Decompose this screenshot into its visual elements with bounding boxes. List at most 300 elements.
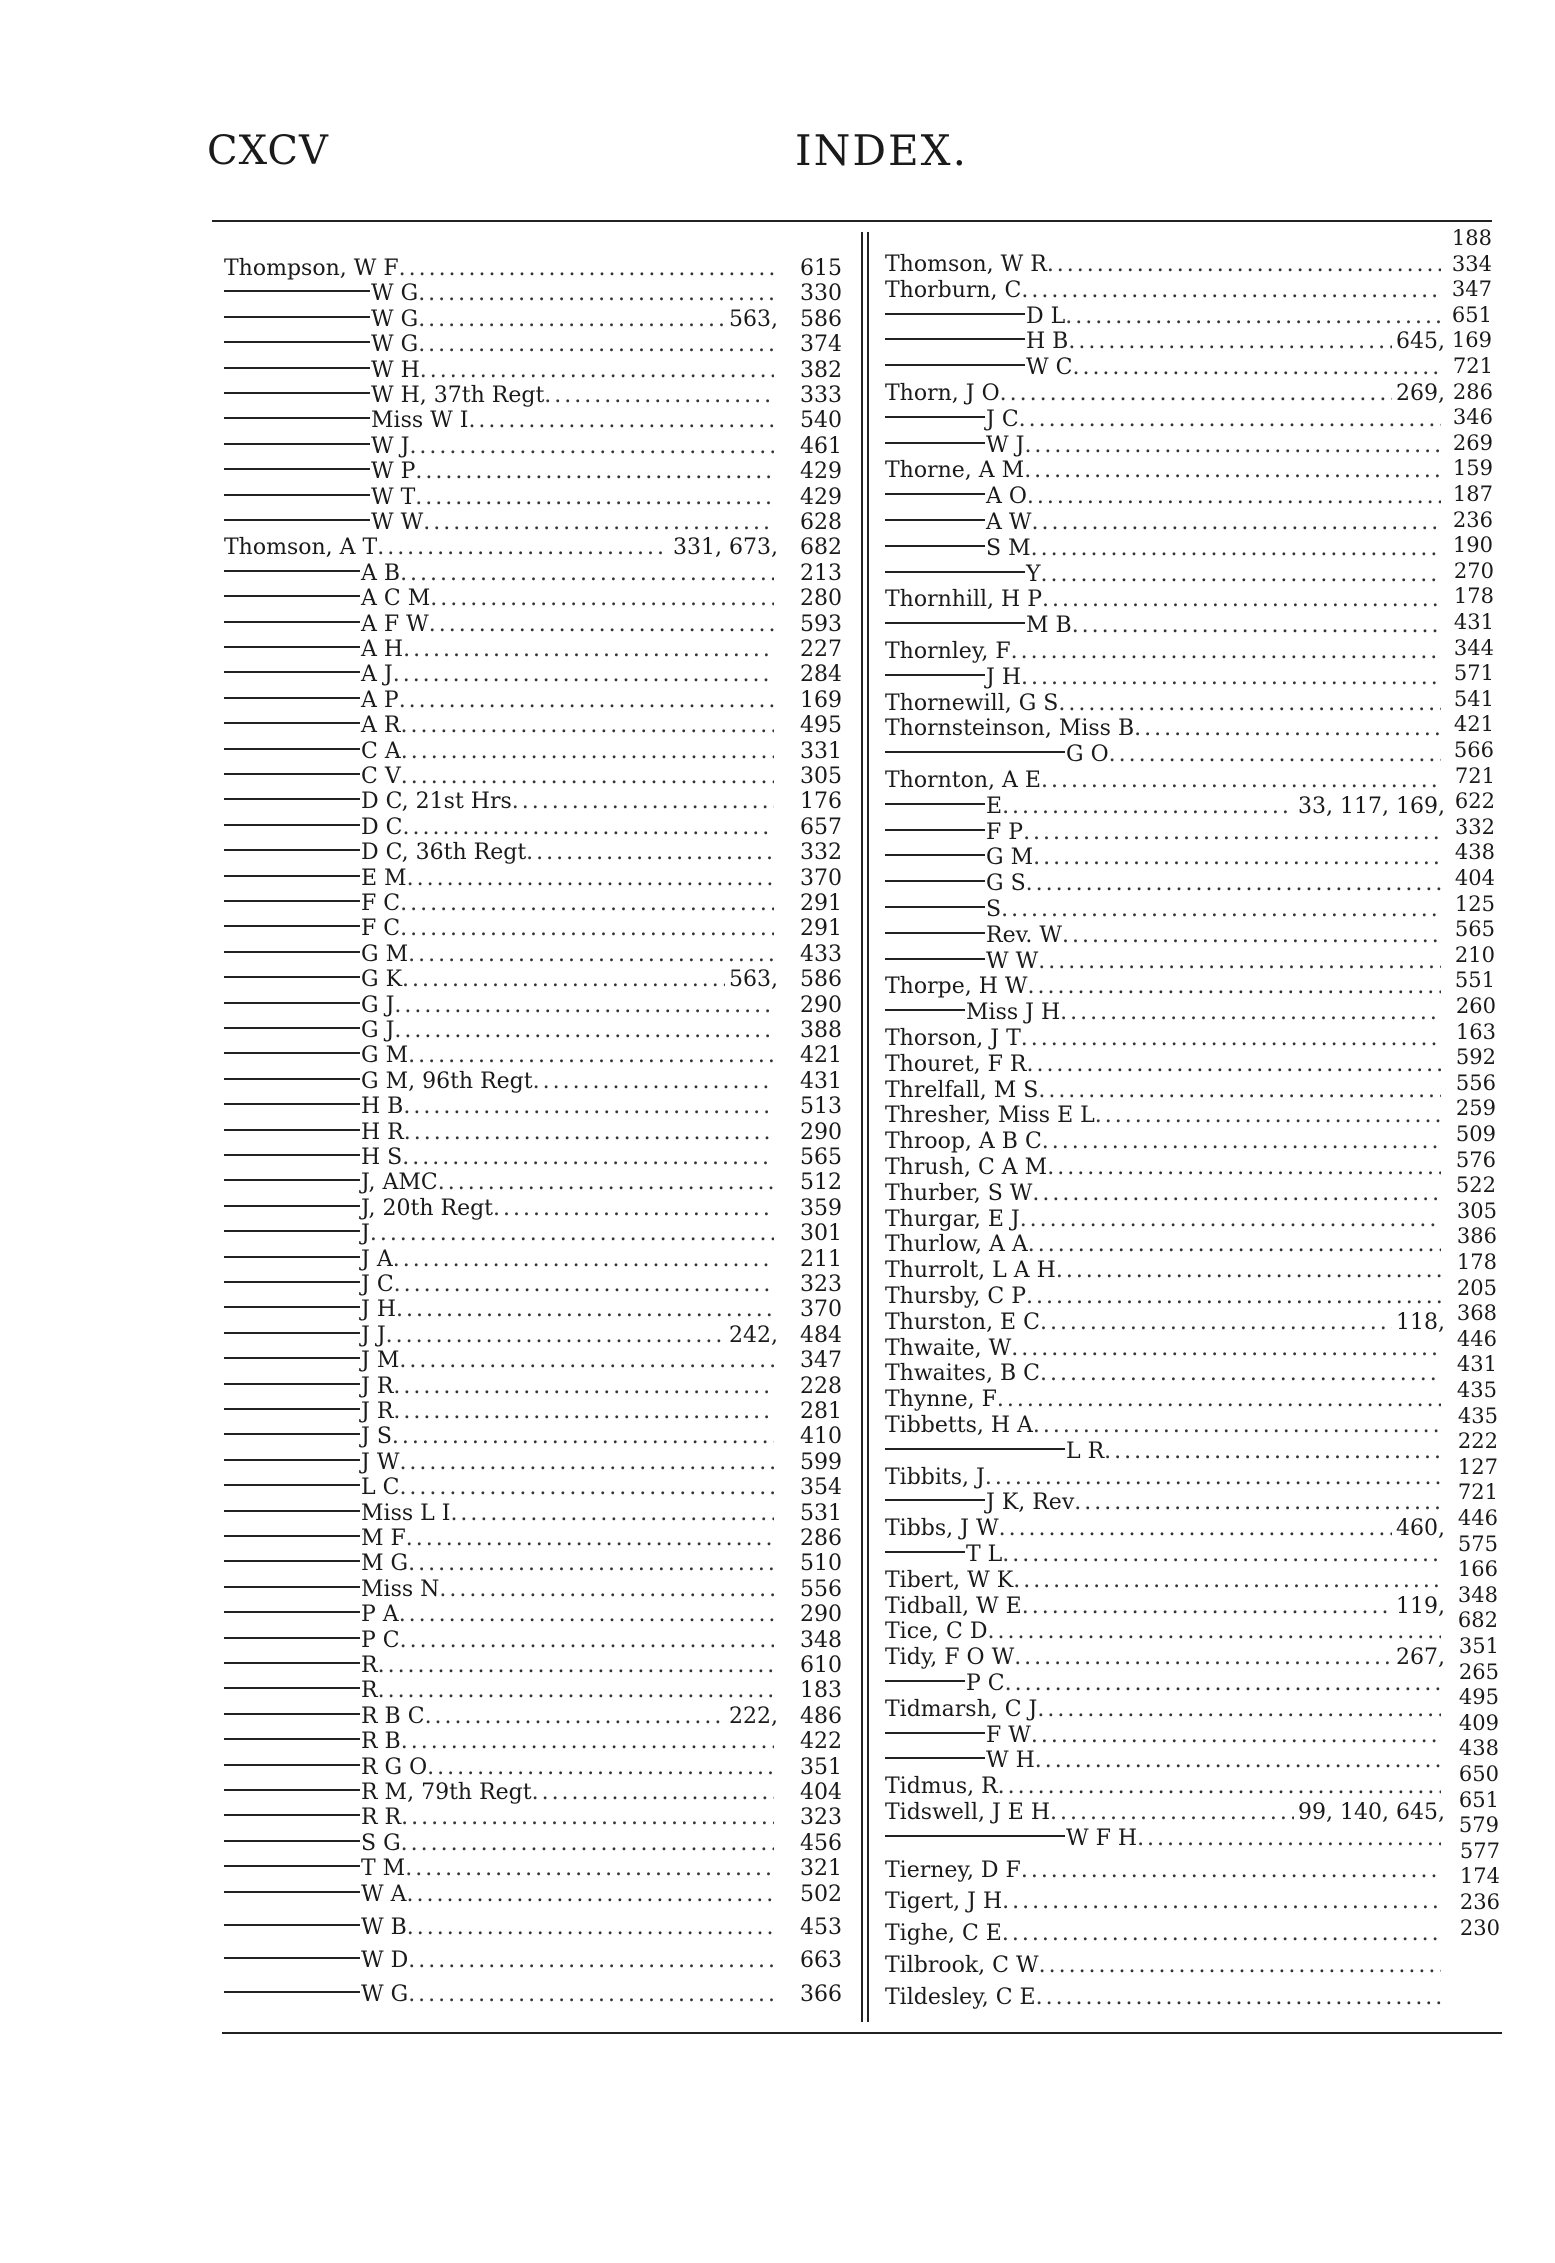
page-ref: 435 [1456,1378,1497,1402]
leader-dots [405,1856,774,1882]
index-entry [885,974,1445,1000]
page-ref: 227 [800,637,842,662]
entry-name: A O [986,484,1027,510]
extra-page-numbers: 119, [1396,1593,1445,1619]
leader-dots [1058,691,1441,717]
ditto-dash [224,494,370,496]
index-entry [224,1043,842,1069]
index-entry [224,891,842,917]
leader-dots [418,307,725,333]
page-ref: 651 [1458,1787,1499,1812]
entry-name: Thomson, W R [885,252,1047,277]
page-ref: 721 [1452,354,1493,378]
leader-dots [415,485,774,511]
entry-name: J, AMC [361,1170,438,1196]
entry-name: Thornewill, G S [885,690,1059,716]
leader-dots [409,434,774,460]
page-ref: 205 [1456,1275,1497,1300]
index-entry [224,1399,842,1425]
extra-page-numbers: 563, [729,306,778,332]
index-entry [224,993,842,1019]
page-ref: 576 [1455,1147,1496,1172]
entry-name: W G [371,306,419,332]
ditto-dash [885,880,985,882]
index-entry [885,1181,1445,1207]
entry-name: J H [361,1297,396,1323]
index-entry [224,1704,842,1730]
index-entry [224,739,842,765]
leader-dots [988,1619,1441,1645]
leader-dots [377,535,669,561]
leader-dots [402,967,725,993]
ditto-dash [885,829,985,831]
index-entry [224,1501,842,1527]
page-ref: 354 [800,1475,842,1501]
leader-dots [1042,1129,1441,1155]
entry-name: Thwaites, B C [885,1361,1040,1387]
entry-name: Thouret, F R [885,1051,1027,1077]
leader-dots [1137,1826,1441,1852]
ditto-dash [224,671,360,673]
leader-dots [493,1196,774,1222]
leader-dots [396,1297,774,1323]
leader-dots [438,1170,774,1196]
entry-name: T M [361,1856,406,1882]
page-ref: 169 [1451,328,1492,353]
leader-dots [999,1516,1392,1542]
page-ref: 556 [1455,1070,1496,1095]
page-ref: 650 [1458,1762,1499,1786]
extra-page-numbers: 118, [1396,1309,1445,1335]
entry-name: H R [361,1119,404,1145]
entry-name: Tidswell, J E H [885,1800,1051,1825]
entry-name: J, 20th Regt [361,1195,494,1221]
leader-dots [1013,1568,1441,1594]
index-entry [224,459,842,485]
ditto-dash [224,1408,360,1410]
leader-dots [1002,794,1294,820]
column-divider [861,232,863,2022]
page-ref: 236 [1459,1890,1500,1914]
entry-name: J K, Rev [986,1490,1075,1516]
ditto-dash [224,1535,360,1537]
leader-dots [1027,484,1441,510]
index-entry [885,1921,1445,1947]
entry-name: W H [371,357,420,383]
entry-name: J J [361,1322,386,1348]
ditto-dash [224,1002,360,1004]
index-entry [224,1424,842,1450]
leader-dots [393,662,774,688]
index-entry [885,1826,1445,1852]
index-entry [885,871,1445,897]
entry-name: Thornley, F [885,639,1011,664]
entry-name: W F H [1066,1825,1138,1851]
leader-dots [1019,407,1441,433]
index-entry [885,536,1445,562]
leader-dots [401,739,774,765]
index-entry [224,332,842,358]
leader-dots [1039,1953,1441,1979]
leader-dots [394,993,774,1019]
index-entry [885,381,1445,407]
leader-dots [408,942,774,968]
page-ref: 290 [800,1119,842,1145]
page-ref: 421 [800,1043,842,1069]
index-entry [885,1697,1445,1723]
index-entry [885,329,1445,355]
ditto-dash [885,932,985,934]
entry-name: Tibert, W K [885,1567,1014,1593]
page-ref: 541 [1453,686,1494,711]
ditto-dash [885,622,1025,624]
ditto-dash [224,722,360,724]
page-ref: 125 [1454,891,1495,916]
leader-dots [1026,1284,1441,1310]
leader-dots [512,789,774,815]
leader-dots [1036,1985,1441,2011]
ditto-dash [224,392,370,394]
leader-dots [406,1526,774,1552]
header-rule [212,220,1492,222]
ditto-dash [885,545,985,547]
page-ref: 368 [1456,1301,1497,1326]
index-entry [885,1000,1445,1026]
ditto-dash [224,1560,360,1562]
page-ref: 615 [800,256,842,281]
entry-name: A H [361,637,404,662]
leader-dots [401,1831,774,1857]
page-ref: 348 [800,1627,842,1653]
entry-name: Miss N [361,1576,440,1602]
index-entry [224,942,842,968]
leader-dots [430,586,774,612]
leader-dots [402,1145,774,1171]
index-entry [885,923,1445,949]
extra-page-numbers: 222, [729,1703,778,1729]
ditto-dash [224,697,360,699]
page-ref: 344 [1453,635,1494,660]
index-entry [224,561,842,587]
page-ref: 404 [1454,866,1495,890]
ditto-dash [224,951,360,953]
index-entry [224,408,842,434]
leader-dots [425,1704,725,1730]
index-entry [885,1889,1445,1915]
index-entry [224,485,842,511]
leader-dots [408,1043,774,1069]
right-column [885,252,1445,2010]
page-ref: 127 [1457,1454,1498,1479]
page-ref: 284 [800,662,842,688]
page-ref: 622 [1454,789,1495,814]
ditto-dash [224,824,360,826]
page-ref: 682 [800,535,842,561]
entry-name: Tilbrook, C W [885,1953,1039,1978]
index-entry [885,1284,1445,1310]
leader-dots [1050,1800,1294,1826]
index-entry [224,1196,842,1222]
index-entry [224,764,842,790]
entry-name: L C [361,1475,400,1501]
index-entry [224,967,842,993]
page-ref: 334 [1451,251,1492,276]
ditto-dash [885,364,1025,366]
page-ref: 347 [800,1348,842,1374]
page-ref: 280 [800,586,842,612]
leader-dots [1038,1078,1441,1104]
page-ref: 178 [1456,1250,1497,1274]
leader-dots [450,1501,774,1527]
entry-name: G O [1066,742,1109,768]
leader-dots [1041,768,1441,794]
index-entry [885,510,1445,536]
page-ref: 682 [1457,1608,1498,1633]
ditto-dash [885,571,1025,573]
index-entry [224,1805,842,1831]
index-entry [885,1232,1445,1258]
ditto-dash [224,1154,360,1156]
entry-name: Thurber, S W [885,1180,1033,1206]
page-ref: 456 [800,1830,842,1856]
extra-page-numbers: 33, 117, 169, [1298,793,1445,819]
page-ref: 586 [800,967,842,993]
page-ref: 286 [1452,379,1493,404]
leader-dots [401,1805,774,1831]
ditto-dash [224,1957,360,1959]
entry-name: Tidball, W E [885,1593,1022,1619]
leader-dots [985,1465,1441,1491]
leader-dots [1032,1181,1441,1207]
ditto-dash [224,1789,360,1791]
index-entry [885,1594,1445,1620]
ditto-dash [224,570,360,572]
ditto-dash [224,1027,360,1029]
page-ref: 187 [1452,482,1493,506]
entry-name: W P [371,459,416,485]
page-ref: 565 [800,1145,842,1170]
index-entry [224,612,842,638]
leader-dots [1002,1542,1441,1568]
page-ref: 270 [1453,558,1494,583]
ditto-dash [224,1611,360,1613]
index-entry [224,1755,842,1781]
ditto-dash [224,1459,360,1461]
entry-name: F P [986,819,1024,845]
leader-dots [403,637,774,663]
index-entry [885,1465,1445,1491]
ditto-dash [885,854,985,856]
entry-name: Tidy, F O W [885,1645,1015,1671]
leader-dots [400,561,774,587]
entry-name: D C, 21st Hrs [361,789,512,815]
entry-name: M B [1026,613,1072,639]
leader-dots [394,1272,774,1298]
ditto-dash [224,1129,360,1131]
entry-name: A R [361,713,401,739]
page-ref: 291 [800,891,842,916]
entry-name: W J [371,433,410,459]
page-ref: 453 [800,1915,842,1940]
page-ref: 446 [1456,1326,1497,1351]
leader-dots [400,891,774,917]
leader-dots [1042,587,1441,613]
leader-dots [1033,1413,1441,1439]
leader-dots [1023,820,1441,846]
column-divider [867,232,869,2022]
entry-name: J R [361,1373,394,1399]
entry-name: W G [361,1981,409,2007]
ditto-dash [224,595,360,597]
page-ref: 332 [800,840,842,866]
index-entry [885,820,1445,846]
page-ref: 222 [1457,1429,1498,1454]
index-entry [885,639,1445,665]
page-ref: 512 [800,1170,842,1196]
page-ref: 305 [800,764,842,789]
index-entry [885,1336,1445,1362]
entry-name: Throop, A B C [885,1129,1042,1155]
index-entry [885,484,1445,510]
index-entry [885,1490,1445,1516]
right-column-page-numbers [1440,226,1510,2006]
leader-dots [378,1653,774,1679]
entry-name: Rev. W [986,922,1063,948]
leader-dots [403,1094,774,1120]
leader-dots [1074,1490,1441,1516]
entry-name: Miss J H [966,1000,1061,1026]
entry-name: G J [361,992,395,1018]
page-ref: 565 [1454,917,1495,942]
entry-name: W H [986,1748,1035,1774]
ditto-dash [224,1306,360,1308]
extra-page-numbers: 645, [1396,329,1445,355]
page-ref: 348 [1457,1582,1498,1607]
index-entry [224,1145,842,1171]
entry-name: W A [361,1881,407,1907]
leader-dots [532,1780,774,1806]
index-entry [224,1526,842,1552]
leader-dots [1109,742,1441,768]
page-ref: 575 [1457,1531,1498,1556]
ditto-dash [885,751,1065,753]
entry-name: W T [371,484,416,510]
leader-dots [1032,510,1442,536]
page-ref: 409 [1458,1710,1499,1735]
leader-dots [408,1982,774,2008]
leader-dots [418,281,774,307]
entry-name: J [361,1221,370,1247]
entry-name: C A [361,738,401,764]
page-ref: 301 [800,1221,842,1247]
leader-dots [399,256,774,282]
entry-name: Thurston, E C [885,1309,1040,1335]
leader-dots [1031,536,1441,562]
page-ref: 556 [800,1576,842,1602]
index-entry [885,355,1445,381]
index-entry [224,1856,842,1882]
index-entry [224,383,842,409]
page-ref: 486 [800,1703,842,1729]
leader-dots [378,1678,774,1704]
entry-name: J R [361,1399,394,1424]
entry-name: Thorburn, C [885,277,1022,303]
leader-dots [400,916,774,942]
entry-name: Thornhill, H P [885,587,1043,613]
page-ref: 332 [1454,814,1495,839]
ditto-dash [885,1499,985,1501]
entry-name: Thompson, W F [224,256,399,281]
leader-dots [394,1018,774,1044]
entry-name: Thorne, A M [885,458,1025,484]
page-ref: 571 [1453,661,1494,686]
leader-dots [1001,897,1441,923]
index-entry [224,1882,842,1908]
page-ref: 382 [800,357,842,383]
leader-dots [423,510,774,536]
leader-dots [1002,1921,1441,1947]
entry-name: W H, 37th Regt [371,383,545,408]
leader-dots [1041,562,1441,588]
entry-name: S M [986,535,1031,561]
leader-dots [408,1948,774,1974]
page-ref: 213 [800,560,842,586]
ditto-dash [224,1687,360,1689]
entry-name: Thornsteinson, Miss B [885,716,1135,742]
page-ref: 431 [1456,1352,1497,1377]
leader-dots [408,1551,774,1577]
leader-dots [1095,1103,1441,1129]
leader-dots [401,764,774,790]
page-ref: 281 [800,1399,842,1424]
index-entry [224,510,842,536]
page-ref: 347 [1451,277,1492,302]
entry-name: E M [361,865,407,891]
index-entry [224,535,842,561]
entry-name: M G [361,1551,409,1577]
ditto-dash [224,519,370,521]
entry-name: Tildesley, C E [885,1984,1036,2010]
page-ref: 228 [800,1373,842,1399]
page-ref: 333 [800,383,842,408]
leader-dots [393,1374,774,1400]
page-ref: 404 [800,1780,842,1805]
entry-name: Tidmus, R [885,1774,998,1800]
page-ref: 269 [1452,430,1493,455]
entry-name: J W [361,1449,400,1475]
entry-name: G S [986,871,1026,897]
leader-dots [1024,458,1441,484]
entry-name: J C [986,406,1019,432]
index-entry [885,1748,1445,1774]
index-entry [885,1387,1445,1413]
page-ref: 531 [800,1500,842,1526]
entry-name: W G [371,281,419,307]
page-ref: 290 [800,1602,842,1628]
page-ref: 461 [800,433,842,459]
entry-name: P C [966,1671,1005,1696]
entry-name: W G [371,332,419,358]
entry-name: R [361,1653,378,1678]
entry-name: Tierney, D F [885,1857,1021,1883]
page-ref: 540 [800,408,842,434]
page-ref: 495 [1458,1685,1499,1710]
entry-name: Miss W I [371,408,469,434]
entry-name: A W [986,510,1032,535]
extra-page-numbers: 331, 673, [673,535,778,561]
entry-name: D C, 36th Regt [361,840,527,866]
index-entry [885,1078,1445,1104]
